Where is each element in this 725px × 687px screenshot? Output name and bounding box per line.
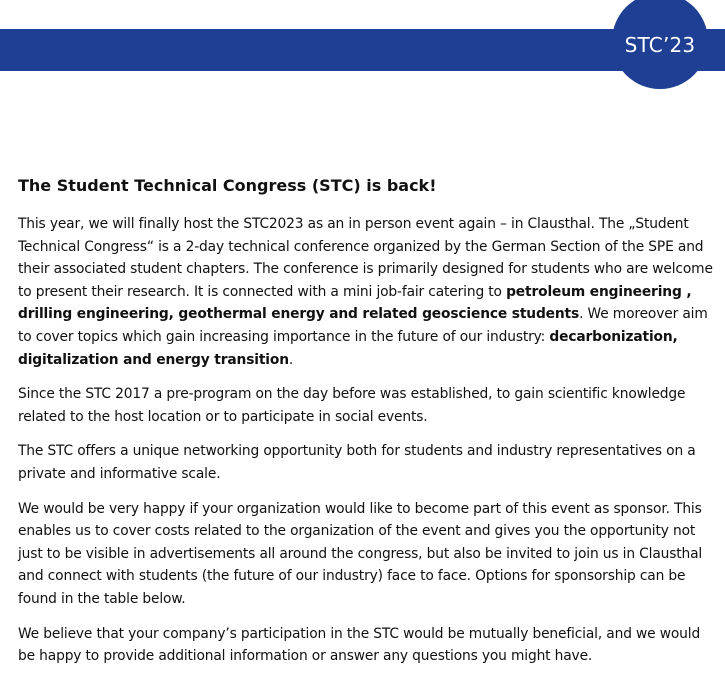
intro-bold-disciplines: petroleum engineering , drilling engineering, geothermal energy and related geoscience students [18,283,692,323]
intro-text-3: . [288,351,294,368]
paragraph-networking: The STC offers a unique networking opportunity both for students and industry representatives on a private and informative scale. [18,443,696,482]
stc-badge [612,0,708,89]
paragraph-closing: We believe that your company’s participation in the STC would be mutually beneficial, and we would be happy to provide additional information or answer any questions you might have. [18,625,701,665]
page-title: The Student Technical Congress (STC) is back! [18,176,437,195]
badge-text: STC’23 [624,33,696,57]
intro-bold-topics: decarbonization, digitalization and energy transition [18,328,678,368]
paragraph-intro [18,213,718,371]
paragraph-preprogram: Since the STC 2017 a pre-program on the day before was established, to gain scientific knowledge related to the host location or to participate in social events. [18,386,686,425]
intro-text-1: This year, we will finally host the STC2023 as an in person event again – in Clausthal. The „Student Technical Congress“ is a 2-day technical conference organized by the German Section of the SPE and their associated student chapters. The conference is primarily designed for students who are welcome to present their research. It is connected with a mini job-fair catering to [18,216,713,300]
intro-text-2: . We moreover aim to cover topics which gain increasing importance in the future of our industry: [18,306,708,345]
paragraph-sponsorship: We would be very happy if your organization would like to become part of this event as sponsor. This enables us to cover costs related to the organization of the event and gives you the opportunity not just to be visible in advertisements all around the congress, but also be invited to join us in Clausthal and connect with students (the future of our industry) face to face. Options for sponsorship can be found in the table below. [18,500,703,607]
letter-body [18,176,718,680]
